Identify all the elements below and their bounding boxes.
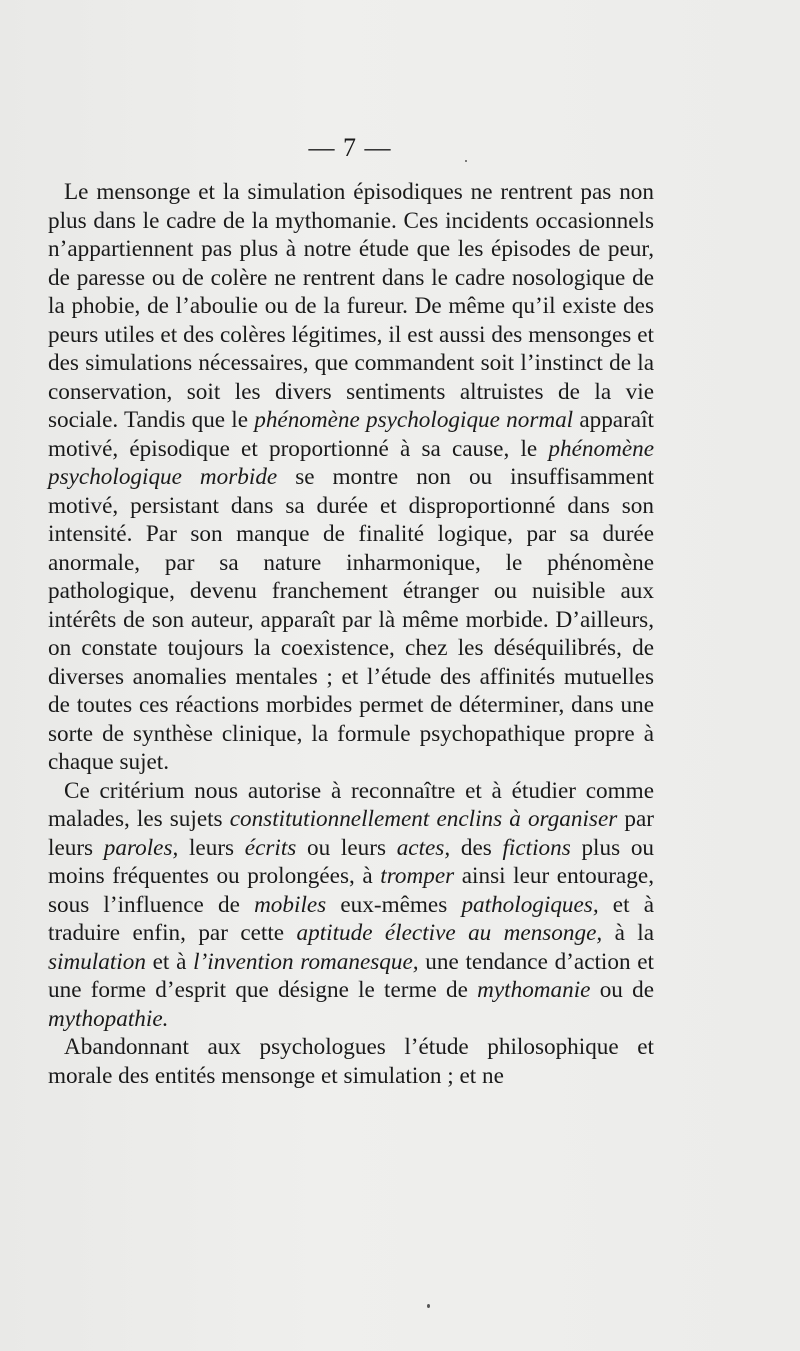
italic-phrase: constitutionnellement enclins à organiser <box>229 806 618 832</box>
text-run: leurs <box>178 834 245 861</box>
text-run: eux-mêmes <box>326 891 462 918</box>
italic-phrase: paroles, <box>103 834 179 861</box>
italic-phrase: phénomène psychologique normal <box>254 407 574 433</box>
ink-speck <box>465 160 467 162</box>
text-run: se montre non ou insuffisamment motivé, persistant dans sa durée et disproportionné dans son intensité. Par son manque de finalité logique, par sa durée anormale, par sa nature inharmonique, le phénomène pathologique, devenu franchement étranger ou nuisible aux intérêts de son auteur, apparaît par là même morbide. D’ailleurs, on constate toujours la coexistence, chez les déséquilibrés, de diverses anomalies mentales ; et l’étude des affinités mutuelles de toutes ces réactions morbides permet de déterminer, dans une sorte de synthèse clinique, la formule psychopathique propre à chaque sujet. <box>48 464 654 775</box>
text-run: par leurs <box>48 806 655 861</box>
italic-phrase: l’invention romanesque, <box>193 948 419 975</box>
italic-phrase: écrits <box>244 834 297 861</box>
text-run: Abandonnant aux psychologues l’étude philosophique et morale des entités mensonge et simulation ; et ne <box>48 1034 654 1089</box>
italic-phrase: aptitude élective au mensonge, <box>296 920 603 946</box>
paragraph-2 <box>48 777 654 1034</box>
text-run: Le mensonge et la simulation épisodiques ne rentrent pas non plus dans le cadre de la mythomanie. Ces incidents occasionnels n’appartiennent pas plus à notre étude que les épisodes de peur, de paresse ou de colère ne rentrent dans le cadre nosologique de la phobie, de l’aboulie ou de la fureur. De même qu’il existe des peurs utiles et des colères légitimes, il est aussi des mensonges et des simulations nécessaires, que commandent soit l’instinct de la conservation, soit les divers sentiments altruistes de la vie sociale. Tandis que le <box>48 179 654 433</box>
italic-phrase: simulation <box>48 948 146 975</box>
text-run: Ce critérium nous autorise à reconnaître et à étudier comme malades, les sujets <box>48 777 654 832</box>
body-text <box>48 178 654 1090</box>
italic-phrase: mythopathie. <box>48 1005 169 1032</box>
italic-phrase: tromper <box>380 863 455 889</box>
ink-speck <box>427 1304 430 1308</box>
text-run: et à <box>145 948 194 975</box>
page-number: — 7 — <box>308 133 392 162</box>
text-run: et à traduire enfin, par cette <box>48 891 655 946</box>
italic-phrase: actes, <box>396 834 451 861</box>
text-run: apparaît motivé, épisodique et proportionné à sa cause, le <box>48 407 654 462</box>
text-run: des <box>450 834 503 861</box>
paragraph-1 <box>48 178 654 777</box>
text-run: ou leurs <box>296 834 397 861</box>
text-run: plus ou moins fréquentes ou prolongées, à <box>48 834 655 889</box>
italic-phrase: pathologiques, <box>461 891 599 918</box>
text-run: une tendance d’action et une forme d’esprit que désigne le terme de <box>48 948 655 1003</box>
text-run: ainsi leur entourage, sous l’influence de <box>48 863 654 918</box>
paragraph-3 <box>48 1033 654 1090</box>
text-run: à la <box>602 920 655 946</box>
italic-phrase: fictions <box>502 834 571 861</box>
italic-phrase: mobiles <box>254 891 327 918</box>
italic-phrase: mythomanie <box>477 977 591 1003</box>
italic-phrase: phénomène psychologique morbide <box>48 435 654 490</box>
text-run: ou de <box>590 977 654 1003</box>
